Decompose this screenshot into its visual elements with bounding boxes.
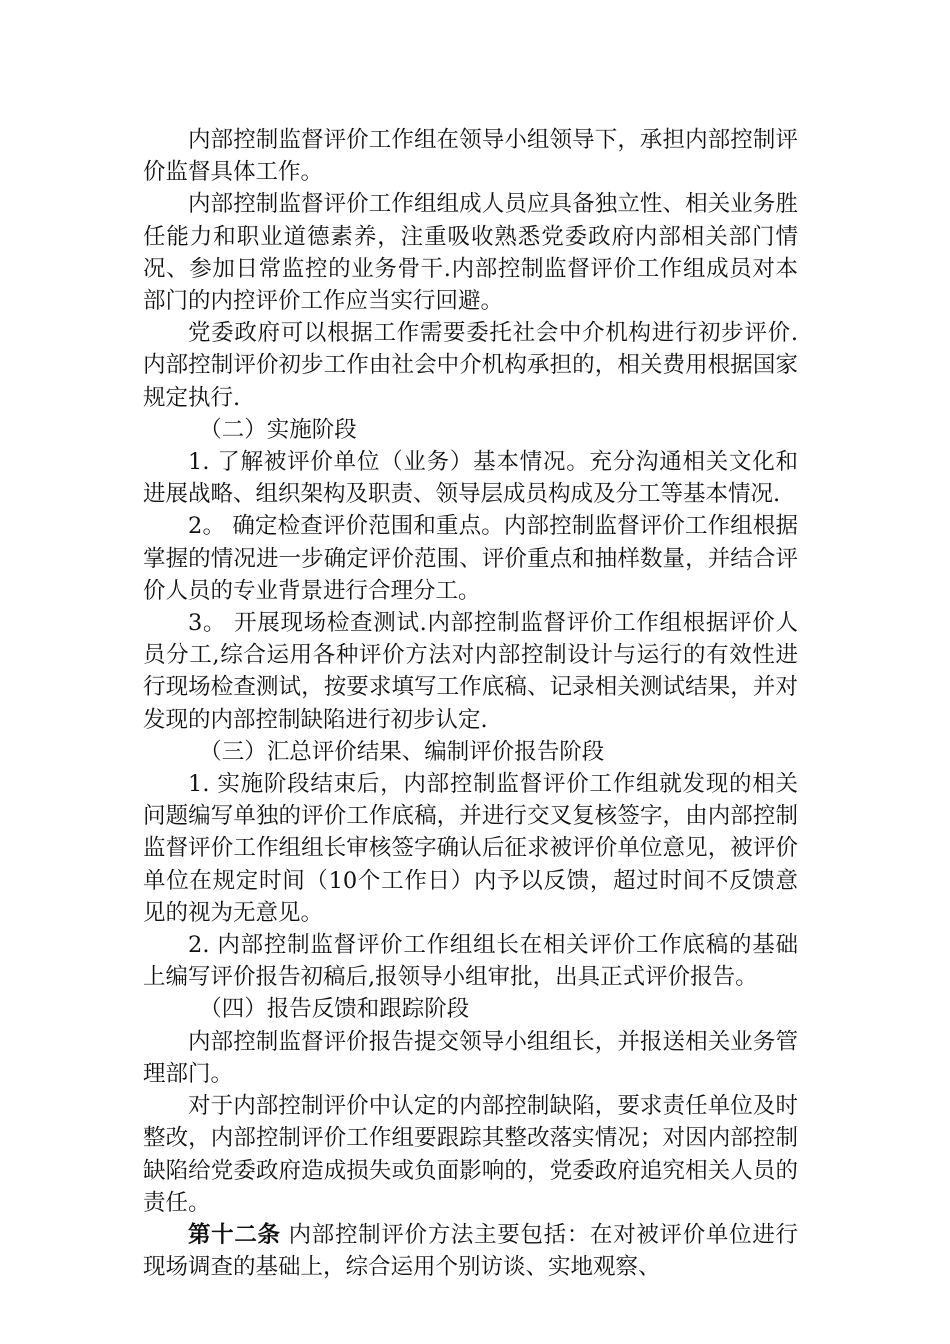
paragraph: 内部控制监督评价工作组在领导小组领导下，承担内部控制评价监督具体工作。 bbox=[143, 127, 798, 186]
paragraph: 内部控制监督评价工作组组成人员应具备独立性、相关业务胜任能力和职业道德素养，注重吸收熟悉党委政府内部相关部门情况、参加日常监控的业务骨干.内部控制监督评价工作组成员对本部门的内控评价工作应当实行回避。 bbox=[143, 191, 798, 315]
article-number: 第十二条 bbox=[188, 1221, 281, 1248]
paragraph: 2。 确定检查评价范围和重点。内部控制监督评价工作组根据掌握的情况进一步确定评价范围、评价重点和抽样数量，并结合评价人员的专业背景进行合理分工。 bbox=[143, 513, 798, 604]
article-text: 内部控制评价方法主要包括：在对被评价单位进行现场调查的基础上，综合运用个别访谈、实地观察、 bbox=[143, 1221, 798, 1281]
paragraph: 2. 内部控制监督评价工作组组长在相关评价工作底稿的基础上编写评价报告初稿后,报领导小组审批，出具正式评价报告。 bbox=[143, 932, 798, 991]
article-paragraph bbox=[143, 1219, 798, 1283]
paragraph: 对于内部控制评价中认定的内部控制缺陷，要求责任单位及时整改，内部控制评价工作组要跟踪其整改落实情况；对因内部控制缺陷给党委政府造成损失或负面影响的，党委政府追究相关人员的责任。 bbox=[143, 1093, 798, 1216]
document-body bbox=[143, 124, 798, 1283]
section-heading: （四）报告反馈和跟踪阶段 bbox=[199, 996, 470, 1023]
paragraph: 内部控制监督评价报告提交领导小组组长，并报送相关业务管理部门。 bbox=[143, 1028, 798, 1087]
paragraph: 1. 了解被评价单位（业务）基本情况。充分沟通相关文化和进展战略、组织架构及职责、领导层成员构成及分工等基本情况. bbox=[143, 449, 798, 508]
paragraph: 党委政府可以根据工作需要委托社会中介机构进行初步评价.内部控制评价初步工作由社会中介机构承担的，相关费用根据国家规定执行. bbox=[143, 320, 798, 411]
paragraph: 1. 实施阶段结束后，内部控制监督评价工作组就发现的相关问题编写单独的评价工作底稿，并进行交叉复核签字，由内部控制监督评价工作组组长审核签字确认后征求被评价单位意见，被评价单位在规定时间（10个工作日）内予以反馈，超过时间不反馈意见的视为无意见。 bbox=[143, 771, 798, 926]
section-heading: （三）汇总评价结果、编制评价报告阶段 bbox=[199, 738, 605, 765]
section-heading: （二）实施阶段 bbox=[199, 416, 357, 443]
paragraph: 3。 开展现场检查测试.内部控制监督评价工作组根据评价人员分工,综合运用各种评价方法对内部控制设计与运行的有效性进行现场检查测试，按要求填写工作底稿、记录相关测试结果，并对发现的内部控制缺陷进行初步认定. bbox=[143, 610, 798, 733]
